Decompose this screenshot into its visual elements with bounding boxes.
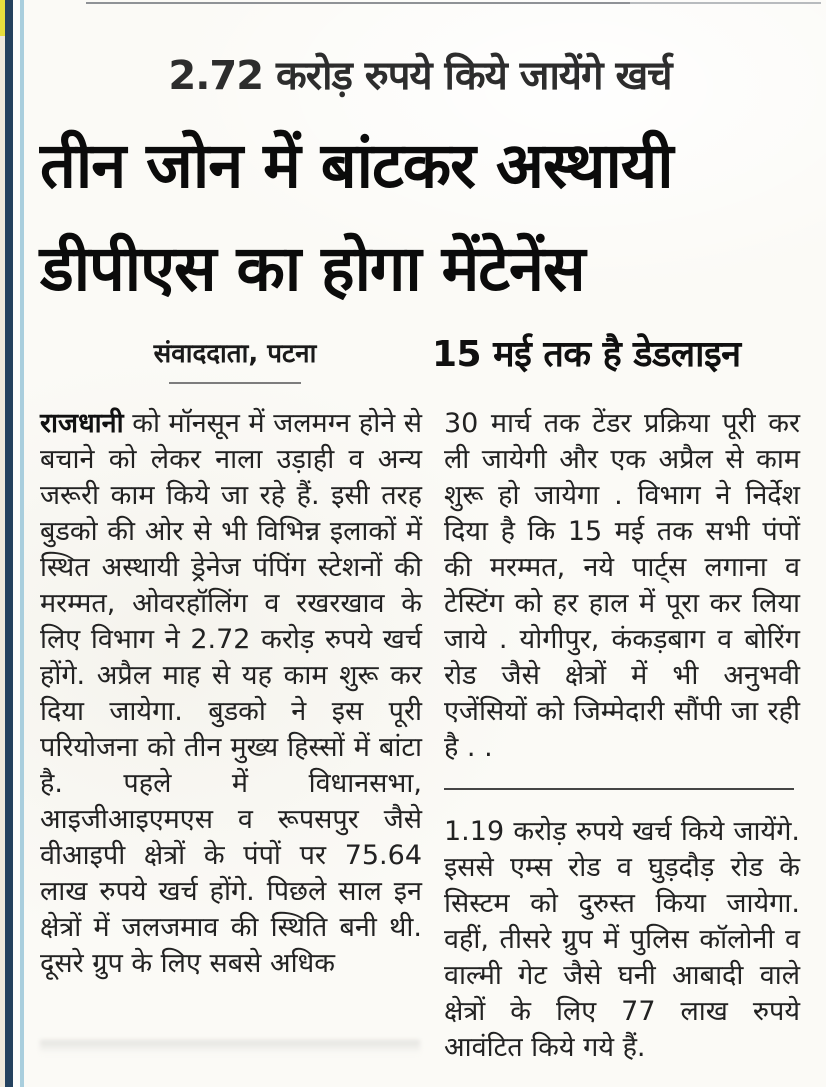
section-divider-rule bbox=[444, 788, 794, 790]
article-content bbox=[40, 0, 800, 1066]
byline: संवाददाता, पटना bbox=[153, 339, 317, 370]
main-headline bbox=[40, 115, 800, 320]
scan-edge-white-stripe bbox=[13, 0, 20, 1087]
scan-edge-blue-stripe bbox=[20, 0, 24, 1087]
article-columns bbox=[40, 406, 800, 1066]
main-headline-line1: तीन जोन में बांटकर अस्थायी bbox=[40, 129, 673, 202]
left-column-body-text: को मॉनसून में जलमग्न होने से बचाने को लेकर नाला उड़ाही व अन्य जरूरी काम किये जा रहे हैं. इसी तरह बुडको की ओर से भी विभिन्न इलाकों में स्थित अस्थायी ड्रेनेज पंपिंग स्टेशनों की मरम्मत, ओवरहॉलिंग व रखरखाव के लिए विभाग ने 2.72 करोड़ रुपये खर्च होंगे. अप्रैल माह से यह काम शुरू कर दिया जायेगा. बुडको ने इस पूरी परियोजना को तीन मुख्य हिस्सों में बांटा है. पहले में विधानसभा, आइजीआइएमएस व रूपसपुर जैसे वीआइपी क्षेत्रों के पंपों पर 75.64 लाख रुपये खर्च होंगे. पिछले साल इन क्षेत्रों में जलजमाव की स्थिति बनी थी. दूसरे ग्रुप के लिए सबसे अधिक bbox=[40, 408, 423, 980]
left-column bbox=[40, 406, 422, 1066]
subhead-row bbox=[40, 328, 800, 384]
scan-edge-navy-stripe bbox=[5, 0, 13, 1087]
left-column-paragraph bbox=[40, 406, 422, 982]
main-headline-line2: डीपीएस का होगा मेंटेनेंस bbox=[40, 231, 585, 305]
lead-word: राजधानी bbox=[40, 408, 124, 440]
deadline-subhead: 15 मई तक है डेडलाइन bbox=[432, 334, 741, 376]
right-column bbox=[444, 406, 800, 1066]
kicker-headline: 2.72 करोड़ रुपये किये जायेंगे खर्च bbox=[168, 53, 672, 99]
right-column-paragraph-2: 1.19 करोड़ रुपये खर्च किये जायेंगे. इससे एम्स रोड व घुड़दौड़ रोड के सिस्टम को दुरुस्त किया जायेगा. वहीं, तीसरे ग्रुप में पुलिस कॉलोनी व वाल्मी गेट जैसे घनी आबादी वाले क्षेत्रों के लिए 77 लाख रुपये आवंटित किये गये हैं. bbox=[444, 816, 800, 1064]
right-column-paragraph-1: 30 मार्च तक टेंडर प्रक्रिया पूरी कर ली जायेगी और एक अप्रैल से काम शुरू हो जायेगा . विभाग ने निर्देश दिया है कि 15 मई तक सभी पंपों की मरम्मत, नये पार्ट्स लगाना व टेस्टिंग को हर हाल में पूरा कर लिया जाये . योगीपुर, कंकड़बाग व बोरिंग रोड जैसे क्षेत्रों में भी अनुभवी एजेंसियों को जिम्मेदारी सौंपी जा रही है . . bbox=[444, 408, 800, 764]
byline-rule bbox=[169, 382, 301, 384]
byline-block bbox=[40, 328, 430, 384]
cutoff-text-remnant bbox=[40, 1040, 420, 1054]
